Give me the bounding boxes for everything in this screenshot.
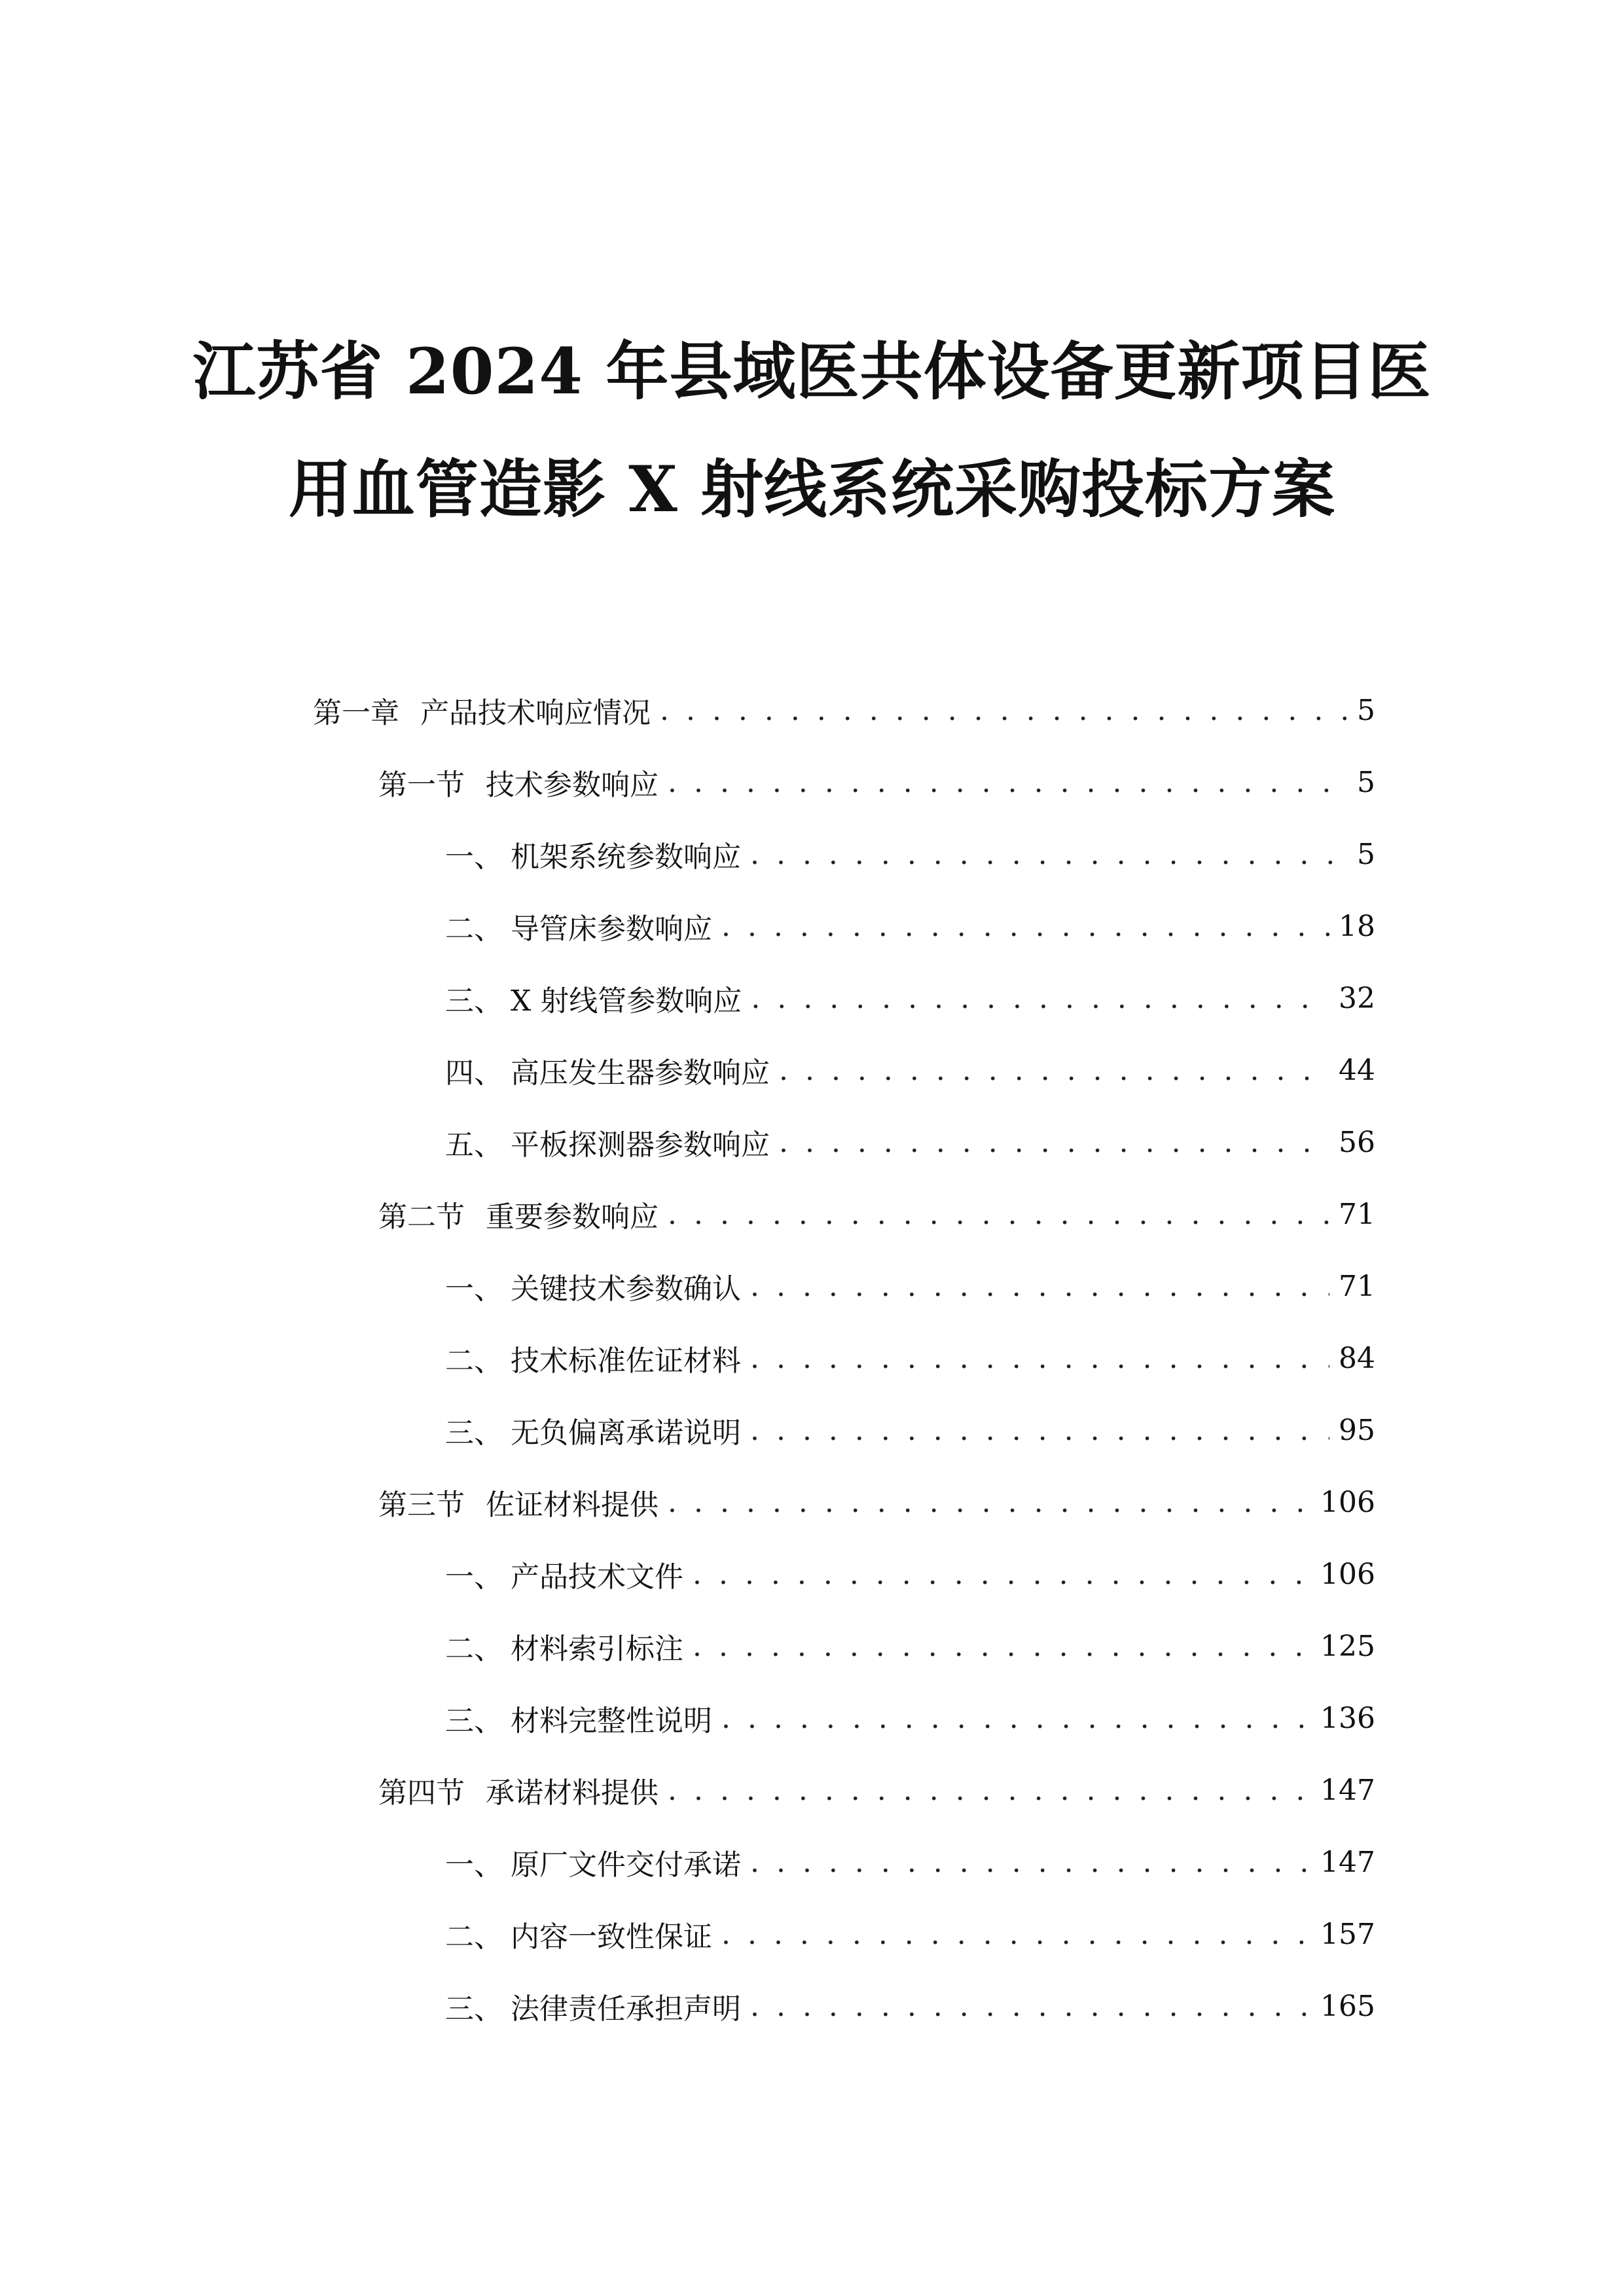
- toc-dot-leader: [779, 1054, 1329, 1087]
- toc-dot-leader: [779, 1126, 1329, 1159]
- toc-entry-page: 125: [1320, 1629, 1375, 1663]
- toc-entry-label: 技术标准佐证材料: [511, 1344, 741, 1378]
- toc-entry-number: 第三节: [378, 1488, 465, 1522]
- toc-entry-label: 法律责任承担声明: [511, 1992, 741, 2026]
- toc-dot-leader: [668, 1486, 1311, 1519]
- toc-entry-number: 三、: [445, 1992, 503, 2026]
- toc-entry[interactable]: [445, 1407, 1375, 1453]
- toc-entry-page: 157: [1320, 1917, 1375, 1951]
- toc-entry-number: 第四节: [378, 1776, 465, 1810]
- toc-entry-page: 5: [1357, 693, 1375, 727]
- toc-entry-label: 佐证材料提供: [486, 1488, 659, 1522]
- toc-entry-page: 136: [1320, 1701, 1375, 1735]
- toc-dot-leader: [750, 1414, 1329, 1447]
- toc-entry-number: 一、: [445, 1848, 503, 1882]
- toc-dot-leader: [750, 1270, 1329, 1303]
- toc-entry-label: 导管床参数响应: [511, 912, 712, 946]
- toc-entry[interactable]: [445, 1983, 1375, 2029]
- toc-dot-leader: [668, 1198, 1329, 1231]
- toc-entry-number: 四、: [445, 1056, 503, 1090]
- toc-entry[interactable]: [445, 831, 1375, 877]
- toc-entry-number: 五、: [445, 1128, 503, 1162]
- toc-entry[interactable]: [378, 759, 1375, 805]
- toc-entry-label: 重要参数响应: [486, 1200, 659, 1234]
- toc-entry-page: 5: [1357, 765, 1375, 799]
- toc-entry-label: 技术参数响应: [486, 768, 659, 802]
- toc-entry-page: 147: [1320, 1773, 1375, 1807]
- toc-entry-page: 147: [1320, 1845, 1375, 1879]
- toc-entry-page: 95: [1339, 1413, 1375, 1447]
- toc-entry-number: 一、: [445, 1272, 503, 1306]
- toc-entry-page: 84: [1339, 1341, 1375, 1375]
- toc-entry[interactable]: [445, 975, 1375, 1021]
- toc-dot-leader: [750, 1342, 1329, 1375]
- toc-entry[interactable]: [445, 1551, 1375, 1597]
- toc-dot-leader: [751, 982, 1329, 1015]
- toc-entry[interactable]: [445, 1695, 1375, 1741]
- toc-entry[interactable]: [378, 1767, 1375, 1813]
- toc-entry-number: 三、: [445, 1416, 503, 1450]
- toc-entry-number: 第一节: [378, 768, 465, 802]
- toc-entry-number: 三、: [445, 1704, 503, 1738]
- toc-entry-label: 高压发生器参数响应: [511, 1056, 770, 1090]
- toc-dot-leader: [750, 838, 1348, 871]
- toc-entry[interactable]: [445, 1263, 1375, 1309]
- toc-entry-label: 平板探测器参数响应: [511, 1128, 770, 1162]
- toc-entry[interactable]: [378, 1191, 1375, 1237]
- toc-entry-label: 无负偏离承诺说明: [511, 1416, 741, 1450]
- toc-entry-page: 106: [1320, 1485, 1375, 1519]
- toc-dot-leader: [721, 1702, 1311, 1735]
- toc-dot-leader: [750, 1846, 1311, 1879]
- toc-entry-page: 32: [1339, 981, 1375, 1015]
- toc-entry[interactable]: [445, 1119, 1375, 1165]
- toc-entry[interactable]: [445, 1623, 1375, 1669]
- toc-entry[interactable]: [445, 1911, 1375, 1957]
- toc-entry-page: 71: [1339, 1269, 1375, 1303]
- toc-entry-label: 材料索引标注: [511, 1632, 683, 1666]
- toc-entry[interactable]: [378, 1479, 1375, 1525]
- toc-entry-label: 产品技术文件: [511, 1560, 683, 1594]
- toc-dot-leader: [660, 694, 1348, 727]
- toc-entry-label: 机架系统参数响应: [511, 840, 741, 874]
- toc-entry[interactable]: [445, 1839, 1375, 1885]
- toc-entry-number: 二、: [445, 1920, 503, 1954]
- toc-entry-label: 关键技术参数确认: [511, 1272, 741, 1306]
- toc-entry-number: 二、: [445, 1632, 503, 1666]
- document-title-line-1: 江苏省 2024 年县域医共体设备更新项目医: [192, 334, 1432, 408]
- table-of-contents: [0, 687, 1624, 2062]
- toc-entry-number: 一、: [445, 1560, 503, 1594]
- toc-entry-label: X 射线管参数响应: [511, 984, 742, 1018]
- toc-entry-label: 承诺材料提供: [486, 1776, 659, 1810]
- toc-entry-number: 二、: [445, 912, 503, 946]
- toc-entry[interactable]: [445, 1047, 1375, 1093]
- toc-entry-page: 5: [1357, 837, 1375, 871]
- toc-entry-page: 56: [1339, 1125, 1375, 1159]
- toc-dot-leader: [668, 766, 1348, 799]
- toc-entry-number: 第二节: [378, 1200, 465, 1234]
- toc-entry-number: 二、: [445, 1344, 503, 1378]
- toc-entry-page: 71: [1339, 1197, 1375, 1231]
- toc-entry[interactable]: [313, 687, 1375, 733]
- toc-entry-page: 18: [1339, 909, 1375, 943]
- toc-dot-leader: [668, 1774, 1311, 1807]
- toc-entry-page: 165: [1320, 1989, 1375, 2023]
- toc-entry-page: 44: [1339, 1053, 1375, 1087]
- toc-entry-label: 内容一致性保证: [511, 1920, 712, 1954]
- toc-dot-leader: [721, 1918, 1311, 1951]
- toc-entry-number: 一、: [445, 840, 503, 874]
- toc-entry-number: 第一章: [313, 696, 399, 730]
- toc-dot-leader: [693, 1630, 1311, 1663]
- toc-entry[interactable]: [445, 1335, 1375, 1381]
- toc-entry-label: 材料完整性说明: [511, 1704, 712, 1738]
- document-title-line-2: 用血管造影 X 射线系统采购投标方案: [288, 452, 1336, 526]
- toc-entry-page: 106: [1320, 1557, 1375, 1591]
- toc-dot-leader: [721, 910, 1329, 943]
- toc-entry[interactable]: [445, 903, 1375, 949]
- toc-dot-leader: [750, 1990, 1311, 2023]
- toc-dot-leader: [693, 1558, 1311, 1591]
- toc-entry-label: 原厂文件交付承诺: [511, 1848, 741, 1882]
- toc-entry-number: 三、: [445, 984, 503, 1018]
- toc-entry-label: 产品技术响应情况: [420, 696, 651, 730]
